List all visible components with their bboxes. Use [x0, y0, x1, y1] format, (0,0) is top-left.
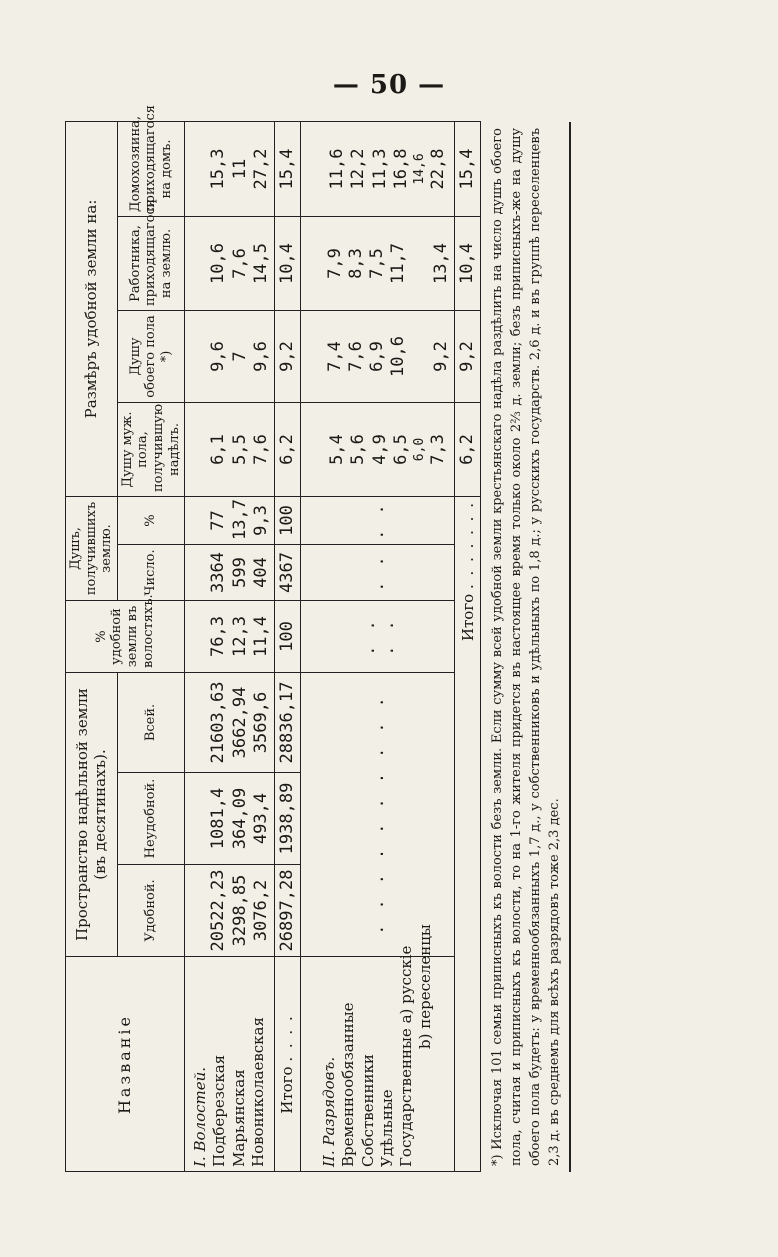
header-per-worker: Работника, приходящагося на землю. [117, 217, 184, 311]
cell: 7,3 [428, 434, 449, 465]
section1-total-label: Итого [278, 1066, 297, 1114]
cell: 21603,63 [208, 681, 229, 764]
extra-value: 14,6 [412, 153, 428, 185]
bottom-rule [569, 122, 571, 1172]
cell: 599 [229, 557, 250, 588]
section2-title: II. Разрядовъ. [320, 1056, 339, 1167]
cell: 9,2 [455, 311, 481, 403]
cell: 10,6 [388, 336, 409, 377]
header-area-group: Пространство надѣльной земли (въ десятинахъ). [66, 673, 118, 957]
cell: 11 [229, 158, 250, 180]
cell: 9,2 [275, 311, 301, 403]
header-pct: % [117, 497, 184, 545]
cell: 13,7 [229, 499, 250, 540]
blank-area-cells: . . . . . . . . . . [301, 673, 455, 957]
cell: 10,4 [275, 217, 301, 311]
cell: 11,4 [250, 616, 271, 657]
cell: 5,6 [348, 434, 369, 465]
row-name: Собственники [358, 1054, 377, 1167]
cell: 8,3 [345, 248, 366, 279]
page-number: — 50 — [332, 70, 446, 100]
row-name: Марьянская [229, 1069, 248, 1167]
cell: 26897,28 [275, 865, 301, 957]
blank-cell: . . [301, 497, 455, 545]
cell: 6,1 [208, 434, 229, 465]
cell: 20522,23 [208, 869, 229, 952]
row-name: Новониколаевская [248, 1017, 267, 1167]
footnote: *) Исключая 101 семьи приписныхъ къ волости безъ земли. Если сумму всей удобной земли крестьянскаго надѣла раздѣлить на число душъ обоего пола, считая и приписныхъ къ волости, то на 1-го жителя придется въ настоящее время только около 2⅔ д. земли; безъ приписныхъ-же на душу обоего пола будетъ: у временнообязанныхъ 1,7 д., у собственниковъ и удѣльныхъ по 1,8 д.; у русскихъ государств. 2,6 д. и въ группѣ переселенцевъ 2,3 д. въ среднемъ для всѣхъ разрядовъ тоже 2,3 дес. [490, 128, 562, 1166]
cell: 3364 [208, 552, 229, 593]
cell: 15,4 [455, 121, 481, 216]
header-per-person: Душу обоего пола *) [117, 311, 184, 403]
cell: 493,4 [250, 792, 271, 845]
cell: 9,3 [250, 505, 271, 536]
row-name: Подберезская [210, 1054, 229, 1167]
cell: 9,6 [250, 341, 271, 372]
cell: 11,7 [388, 243, 409, 284]
header-per-soul: Душу муж. пола, получившую надѣлъ. [117, 403, 184, 497]
header-per-household: Домохозяина, приходящагося на домъ. [117, 121, 184, 216]
cell: 7,4 [324, 341, 345, 372]
cell: 7,6 [345, 341, 366, 372]
cell: 10,4 [455, 217, 481, 311]
cell: 7,6 [229, 248, 250, 279]
cell: 4367 [275, 545, 301, 601]
cell: 27,2 [250, 148, 271, 190]
cell: 7,9 [324, 248, 345, 279]
header-total: Всей. [117, 673, 184, 773]
cell: 15,3 [208, 148, 229, 190]
cell: 16,8 [390, 148, 411, 190]
cell: 77 [208, 510, 229, 531]
cell: 1081,4 [208, 787, 229, 850]
header-name: Названіе [115, 1014, 135, 1115]
extra-value: 6,0 [412, 437, 428, 462]
cell: 100 [275, 497, 301, 545]
cell: 5,5 [229, 434, 250, 465]
cell: 1938,89 [275, 773, 301, 865]
cell: 7 [229, 351, 250, 362]
cell: 10,6 [208, 243, 229, 284]
cell: 364,09 [229, 787, 250, 850]
section2-total-label-cell: Итого . . . . . . . [455, 497, 481, 957]
cell: 11,6 [327, 148, 348, 190]
cell: 6,2 [275, 403, 301, 497]
cell: 28836,17 [275, 673, 301, 773]
cell: 11,3 [369, 148, 390, 190]
cell: 14,5 [250, 243, 271, 284]
header-non-arable: Неудобной. [117, 773, 184, 865]
cell: 6,9 [367, 341, 388, 372]
header-size-group: Размѣръ удобной земли на: [66, 121, 118, 496]
cell: 12,2 [348, 148, 369, 190]
cell: 9,6 [208, 341, 229, 372]
cell: 4,9 [369, 434, 390, 465]
blank-cell: . . . . [301, 601, 455, 673]
header-souls-group: Душъ, получившихъ землю. [66, 497, 118, 601]
cell: 76,3 [208, 616, 229, 657]
cell: 3076,2 [250, 879, 271, 942]
header-pct-all: % удобной земли въ волостяхъ. [66, 601, 185, 673]
section1-title: I. Волостей. [191, 1066, 210, 1167]
cell: 3662,94 [229, 686, 250, 759]
cell: 12,3 [229, 616, 250, 657]
cell: 22,8 [428, 148, 449, 190]
row-name: Временнообязанные [339, 1002, 358, 1167]
row-name: Удѣльные [377, 1089, 396, 1167]
cell: 7,5 [367, 248, 388, 279]
cell: 404 [250, 557, 271, 588]
header-arable: Удобной. [117, 865, 184, 957]
cell: 15,4 [275, 121, 301, 216]
row-name: b) переселенцы [416, 924, 435, 1049]
cell: 100 [275, 601, 301, 673]
cell: 6,5 [390, 434, 411, 465]
row-name: Государственные а) русскіе [396, 945, 415, 1167]
cell: 3569,6 [250, 691, 271, 754]
blank-cell: . . [301, 545, 455, 601]
rotated-table-sheet [65, 105, 737, 1172]
statistics-table: Названіе Пространство надѣльной земли (въ десятинахъ). % удобной земли въ волостяхъ. Душъ, получившихъ землю. Размѣръ удобной земли на: Удобной. Неудобной. Всей. Число. % Душу муж. пола, получившую надѣлъ. Душу обоего пола *) Работника, приходящагося на землю. Домохозяина, приходящагося на домъ. I. Волостей. Подберезская Марьянская Новониколаевская 20522,23 3298,85 3076,2 1081,4 364,09 493,4 21603,63 3662,94 3569,6 76,3 12,3 11,4 3364 599 404 77 13,7 9,3 6,1 5,5 7,6 9,6 7 9,6 10,6 7,6 14,5 15,3 11 27,2 Итого . . . . 26897,28 1938,89 28836,17 100 4367 100 6,2 9,2 10,4 15,4 II. Разрядовъ. Временнообязанные Собственники Удѣльные Государственные а) русскіе b) переселенцы . . . . . . . . . . . . . . . . . . 5,4 5,6 4,9 6,5 6,0 7,3 7,4 7,6 6,9 10,6 9,2 7,9 8,3 7,5 11,7 13,4 11,6 12,2 11,3 16,8 14,6 22,8 Итого . . . . . . . 6,2 9,2 10,4 15,4 [65, 121, 481, 1172]
cell: 6,2 [455, 403, 481, 497]
section2-total-label: Итого [458, 593, 477, 642]
cell: 9,2 [430, 341, 451, 372]
cell: 3298,85 [229, 874, 250, 947]
cell: 7,6 [250, 434, 271, 465]
header-count: Число. [117, 545, 184, 601]
cell: 13,4 [430, 243, 451, 284]
cell: 5,4 [327, 434, 348, 465]
